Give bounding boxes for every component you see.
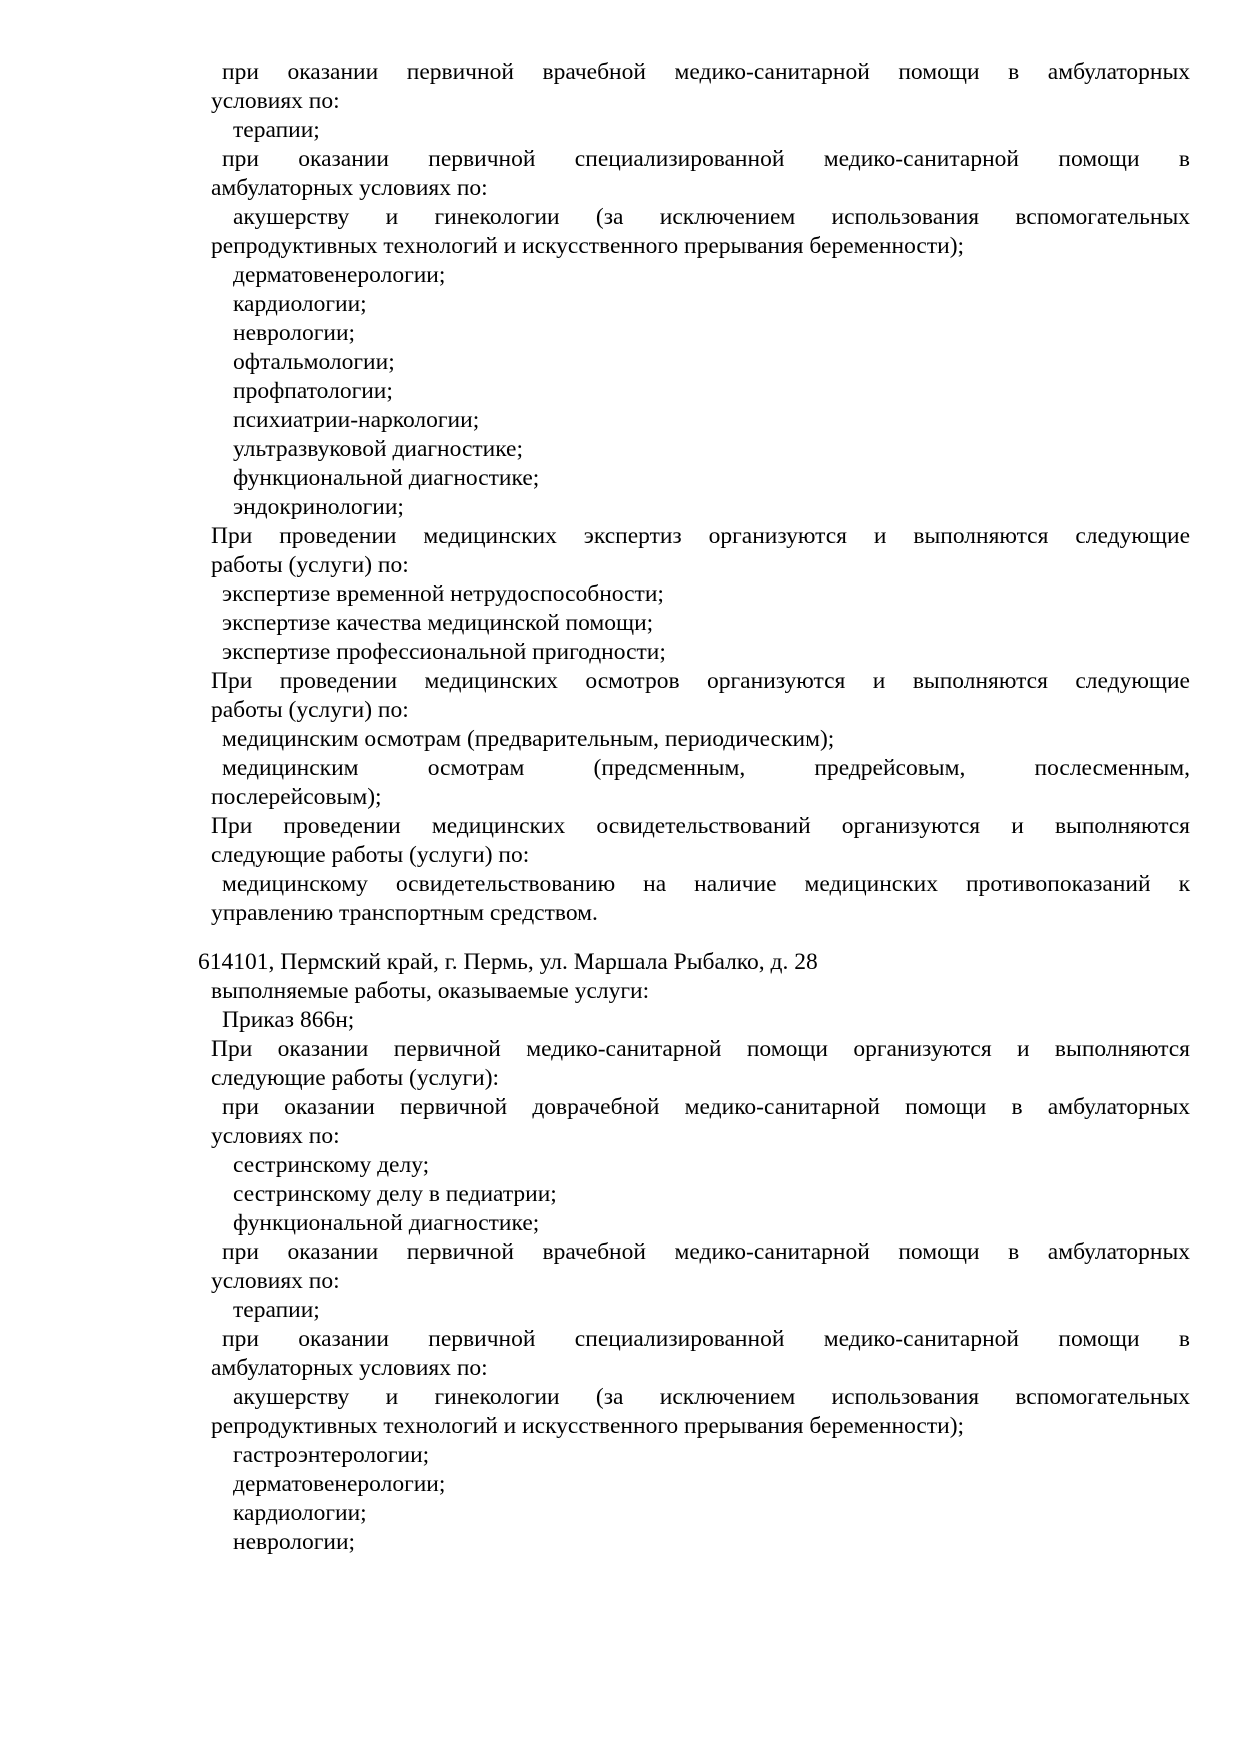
document-line: экспертизе профессиональной пригодности;	[222, 639, 666, 665]
document-line: дерматовенерологии;	[233, 262, 446, 288]
document-line: медицинским осмотрам (предсменным, предрейсовым, послесменным,	[222, 755, 1190, 781]
document-line: амбулаторных условиях по:	[211, 175, 488, 201]
document-line: гастроэнтерологии;	[233, 1442, 430, 1468]
license-works-section-1	[211, 58, 1190, 928]
document-line: кардиологии;	[233, 1500, 367, 1526]
document-line: медицинским осмотрам (предварительным, периодическим);	[222, 726, 835, 752]
document-line: работы (услуги) по:	[211, 697, 409, 723]
document-line: послерейсовым);	[211, 784, 382, 810]
document-line: при оказании первичной специализированной медико-санитарной помощи в	[222, 1326, 1190, 1352]
document-line: условиях по:	[211, 1268, 340, 1294]
document-line: профпатологии;	[233, 378, 393, 404]
document-line: акушерству и гинекологии (за исключением использования вспомогательных	[233, 204, 1190, 230]
document-line: следующие работы (услуги):	[211, 1065, 500, 1091]
document-line: При проведении медицинских освидетельствований организуются и выполняются	[211, 813, 1190, 839]
document-line: неврологии;	[233, 1529, 356, 1555]
document-line: амбулаторных условиях по:	[211, 1355, 488, 1381]
document-line: дерматовенерологии;	[233, 1471, 446, 1497]
document-line: медицинскому освидетельствованию на наличие медицинских противопоказаний к	[222, 871, 1190, 897]
document-line: при оказании первичной доврачебной медико-санитарной помощи в амбулаторных	[222, 1094, 1190, 1120]
document-line: при оказании первичной специализированной медико-санитарной помощи в	[222, 146, 1190, 172]
document-line: экспертизе качества медицинской помощи;	[222, 610, 654, 636]
document-line: при оказании первичной врачебной медико-санитарной помощи в амбулаторных	[222, 1239, 1190, 1265]
document-line: терапии;	[233, 117, 320, 143]
document-line: кардиологии;	[233, 291, 367, 317]
document-line: условиях по:	[211, 1123, 340, 1149]
document-line: выполняемые работы, оказываемые услуги:	[211, 978, 650, 1004]
document-line: работы (услуги) по:	[211, 552, 409, 578]
document-line: При проведении медицинских экспертиз организуются и выполняются следующие	[211, 523, 1190, 549]
document-line: следующие работы (услуги) по:	[211, 842, 530, 868]
license-works-section-2	[198, 948, 1190, 1557]
document-line: психиатрии-наркологии;	[233, 407, 480, 433]
document-line: При проведении медицинских осмотров организуются и выполняются следующие	[211, 668, 1190, 694]
document-line: сестринскому делу в педиатрии;	[233, 1181, 557, 1207]
document-line: 614101, Пермский край, г. Пермь, ул. Маршала Рыбалко, д. 28	[198, 949, 818, 975]
document-line: Приказ 866н;	[222, 1007, 355, 1033]
document-line: офтальмологии;	[233, 349, 395, 375]
document-line: функциональной диагностике;	[233, 1210, 540, 1236]
document-line: условиях по:	[211, 88, 340, 114]
document-line: управлению транспортным средством.	[211, 900, 598, 926]
document-line: при оказании первичной врачебной медико-санитарной помощи в амбулаторных	[222, 59, 1190, 85]
document-line: репродуктивных технологий и искусственного прерывания беременности);	[211, 233, 965, 259]
document-line: При оказании первичной медико-санитарной помощи организуются и выполняются	[211, 1036, 1190, 1062]
document-line: эндокринологии;	[233, 494, 404, 520]
document-line: репродуктивных технологий и искусственного прерывания беременности);	[211, 1413, 965, 1439]
document-line: сестринскому делу;	[233, 1152, 430, 1178]
document-line: терапии;	[233, 1297, 320, 1323]
document-line: ультразвуковой диагностике;	[233, 436, 524, 462]
document-line: экспертизе временной нетрудоспособности;	[222, 581, 664, 607]
document-body	[198, 58, 1190, 1557]
document-line: функциональной диагностике;	[233, 465, 540, 491]
document-line: акушерству и гинекологии (за исключением использования вспомогательных	[233, 1384, 1190, 1410]
document-line: неврологии;	[233, 320, 356, 346]
